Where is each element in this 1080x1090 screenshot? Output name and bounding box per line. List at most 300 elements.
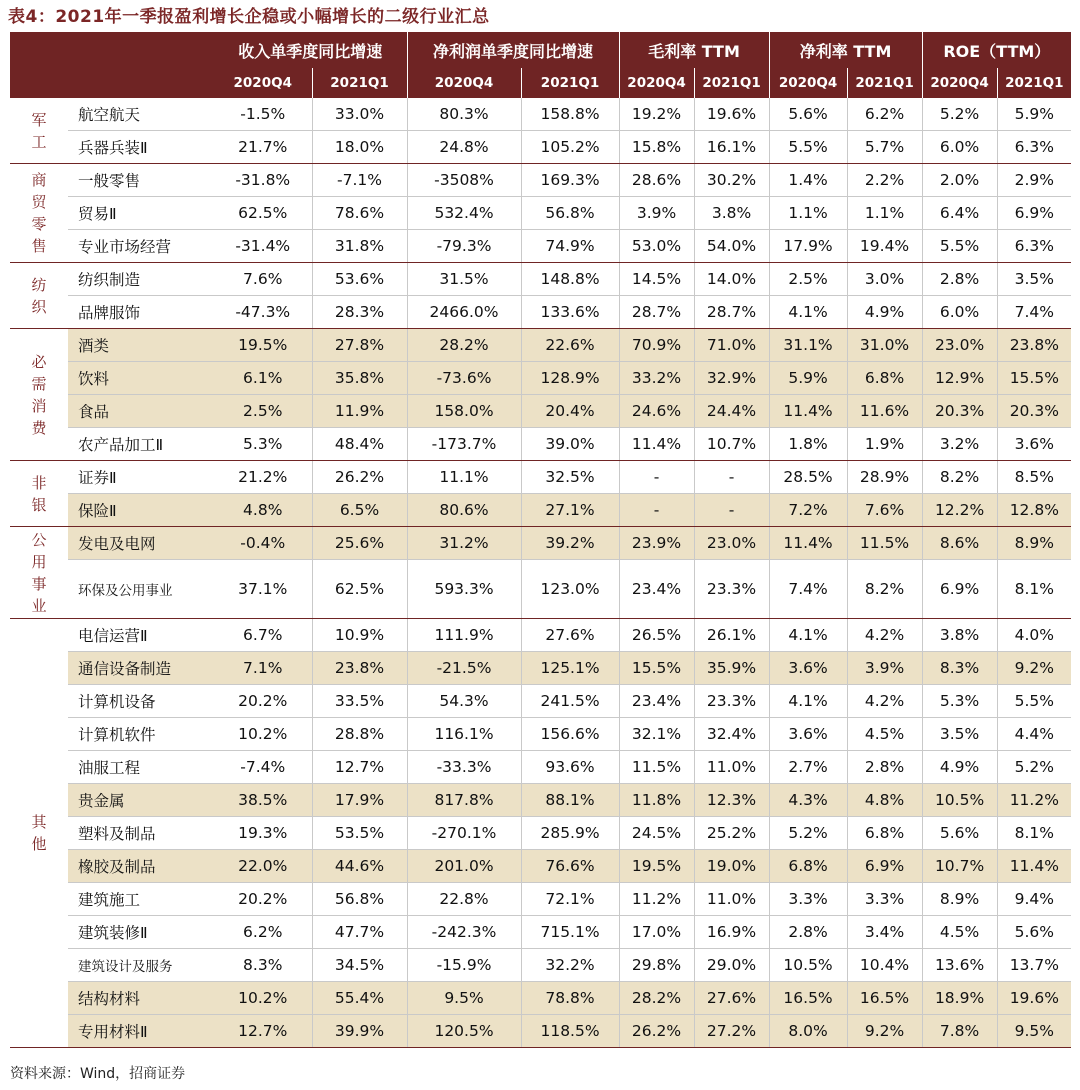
table-title: 表4：2021年一季报盈利增长企稳或小幅增长的二级行业汇总 (8, 7, 490, 27)
value-cell: 5.7% (847, 131, 922, 164)
value-cell: 39.9% (312, 1015, 407, 1048)
header-period: 2021Q1 (847, 68, 922, 98)
header-group: 收入单季度同比增速 (214, 32, 407, 68)
value-cell: 34.5% (312, 949, 407, 982)
industry-name: 通信设备制造 (68, 652, 214, 685)
value-cell: 2.0% (922, 164, 997, 197)
header-period: 2021Q1 (521, 68, 619, 98)
value-cell: 7.2% (769, 494, 847, 527)
table-row (10, 883, 1071, 916)
value-cell: 4.4% (997, 718, 1071, 751)
value-cell: - (694, 461, 769, 494)
value-cell: 11.4% (769, 527, 847, 560)
value-cell: 5.6% (769, 98, 847, 131)
value-cell: 4.0% (997, 619, 1071, 652)
table-row (10, 619, 1071, 652)
table-row (10, 949, 1071, 982)
value-cell: 19.6% (694, 98, 769, 131)
industry-name: 食品 (68, 395, 214, 428)
table-row (10, 494, 1071, 527)
value-cell: 6.2% (214, 916, 312, 949)
value-cell: 2466.0% (407, 296, 521, 329)
value-cell: 201.0% (407, 850, 521, 883)
value-cell: 5.5% (922, 230, 997, 263)
value-cell: 285.9% (521, 817, 619, 850)
value-cell: 11.4% (619, 428, 694, 461)
value-cell: 35.9% (694, 652, 769, 685)
value-cell: 11.1% (407, 461, 521, 494)
value-cell: -73.6% (407, 362, 521, 395)
value-cell: 3.8% (694, 197, 769, 230)
value-cell: 23.8% (312, 652, 407, 685)
value-cell: 56.8% (521, 197, 619, 230)
value-cell: 2.5% (769, 263, 847, 296)
value-cell: 5.9% (997, 98, 1071, 131)
industry-name: 塑料及制品 (68, 817, 214, 850)
value-cell: 31.2% (407, 527, 521, 560)
value-cell: 31.0% (847, 329, 922, 362)
table-row (10, 916, 1071, 949)
value-cell: 4.8% (847, 784, 922, 817)
value-cell: 6.8% (847, 817, 922, 850)
industry-name: 航空航天 (68, 98, 214, 131)
value-cell: 3.4% (847, 916, 922, 949)
value-cell: 18.0% (312, 131, 407, 164)
header-period: 2021Q1 (694, 68, 769, 98)
value-cell: 3.6% (769, 718, 847, 751)
value-cell: 37.1% (214, 560, 312, 619)
value-cell: 4.1% (769, 619, 847, 652)
value-cell: 6.8% (769, 850, 847, 883)
value-cell: 21.2% (214, 461, 312, 494)
industry-name: 电信运营Ⅱ (68, 619, 214, 652)
value-cell: 105.2% (521, 131, 619, 164)
value-cell: 27.8% (312, 329, 407, 362)
value-cell: 10.7% (694, 428, 769, 461)
industry-name: 一般零售 (68, 164, 214, 197)
value-cell: 28.6% (619, 164, 694, 197)
header-industry (68, 68, 214, 98)
value-cell: 53.5% (312, 817, 407, 850)
value-cell: 5.2% (997, 751, 1071, 784)
value-cell: 26.2% (619, 1015, 694, 1048)
value-cell: 19.0% (694, 850, 769, 883)
value-cell: 158.0% (407, 395, 521, 428)
value-cell: 47.7% (312, 916, 407, 949)
value-cell: 39.2% (521, 527, 619, 560)
value-cell: 28.2% (407, 329, 521, 362)
industry-name: 建筑设计及服务 (68, 949, 214, 982)
value-cell: 28.9% (847, 461, 922, 494)
category-text: 公用事业 (31, 530, 47, 615)
table-row (10, 527, 1071, 560)
value-cell: 62.5% (214, 197, 312, 230)
category-text: 商贸零售 (31, 171, 47, 255)
value-cell: 4.1% (769, 685, 847, 718)
value-cell: 7.4% (997, 296, 1071, 329)
value-cell: 532.4% (407, 197, 521, 230)
value-cell: -173.7% (407, 428, 521, 461)
value-cell: 6.0% (922, 131, 997, 164)
value-cell: 8.0% (769, 1015, 847, 1048)
value-cell: 23.3% (694, 685, 769, 718)
value-cell: 8.6% (922, 527, 997, 560)
industry-name: 专用材料Ⅱ (68, 1015, 214, 1048)
value-cell: 11.8% (619, 784, 694, 817)
value-cell: 118.5% (521, 1015, 619, 1048)
industry-name: 证券Ⅱ (68, 461, 214, 494)
value-cell: 23.3% (694, 560, 769, 619)
value-cell: 3.3% (847, 883, 922, 916)
value-cell: 53.0% (619, 230, 694, 263)
value-cell: 20.3% (997, 395, 1071, 428)
industry-name: 环保及公用事业 (68, 560, 214, 619)
industry-name: 保险Ⅱ (68, 494, 214, 527)
value-cell: 24.8% (407, 131, 521, 164)
value-cell: 93.6% (521, 751, 619, 784)
value-cell: 17.9% (769, 230, 847, 263)
value-cell: 31.5% (407, 263, 521, 296)
value-cell: 23.8% (997, 329, 1071, 362)
value-cell: 39.0% (521, 428, 619, 461)
table-row (10, 98, 1071, 131)
industry-name: 纺织制造 (68, 263, 214, 296)
value-cell: 11.0% (694, 751, 769, 784)
value-cell: 12.9% (922, 362, 997, 395)
value-cell: 48.4% (312, 428, 407, 461)
value-cell: 22.0% (214, 850, 312, 883)
value-cell: 28.2% (619, 982, 694, 1015)
value-cell: 128.9% (521, 362, 619, 395)
value-cell: 56.8% (312, 883, 407, 916)
value-cell: 71.0% (694, 329, 769, 362)
value-cell: 123.0% (521, 560, 619, 619)
value-cell: 10.5% (769, 949, 847, 982)
value-cell: 3.5% (997, 263, 1071, 296)
header-period: 2020Q4 (619, 68, 694, 98)
value-cell: 1.8% (769, 428, 847, 461)
value-cell: 19.2% (619, 98, 694, 131)
category-label (10, 98, 68, 164)
value-cell: 6.4% (922, 197, 997, 230)
value-cell: 593.3% (407, 560, 521, 619)
header-industry (68, 32, 214, 68)
value-cell: - (619, 461, 694, 494)
value-cell: 20.4% (521, 395, 619, 428)
value-cell: 28.8% (312, 718, 407, 751)
value-cell: 72.1% (521, 883, 619, 916)
value-cell: 2.8% (922, 263, 997, 296)
category-label (10, 527, 68, 619)
value-cell: 19.5% (214, 329, 312, 362)
value-cell: - (619, 494, 694, 527)
value-cell: 55.4% (312, 982, 407, 1015)
value-cell: 7.8% (922, 1015, 997, 1048)
table-header (10, 32, 1071, 98)
value-cell: 10.4% (847, 949, 922, 982)
industry-name: 计算机软件 (68, 718, 214, 751)
table-row (10, 395, 1071, 428)
value-cell: 116.1% (407, 718, 521, 751)
industry-name: 酒类 (68, 329, 214, 362)
value-cell: 11.9% (312, 395, 407, 428)
value-cell: 20.3% (922, 395, 997, 428)
value-cell: 70.9% (619, 329, 694, 362)
value-cell: 10.2% (214, 982, 312, 1015)
table-body (10, 98, 1071, 1048)
value-cell: 13.6% (922, 949, 997, 982)
value-cell: 4.3% (769, 784, 847, 817)
industry-name: 贸易Ⅱ (68, 197, 214, 230)
category-label (10, 263, 68, 329)
value-cell: 4.9% (847, 296, 922, 329)
value-cell: 32.2% (521, 949, 619, 982)
value-cell: 25.2% (694, 817, 769, 850)
value-cell: -3508% (407, 164, 521, 197)
value-cell: 4.5% (847, 718, 922, 751)
industry-name: 建筑施工 (68, 883, 214, 916)
value-cell: 241.5% (521, 685, 619, 718)
table-row (10, 560, 1071, 619)
category-label (10, 164, 68, 263)
industry-name: 贵金属 (68, 784, 214, 817)
value-cell: 11.0% (694, 883, 769, 916)
value-cell: 12.3% (694, 784, 769, 817)
table-row (10, 197, 1071, 230)
industry-name: 发电及电网 (68, 527, 214, 560)
value-cell: 156.6% (521, 718, 619, 751)
value-cell: 19.6% (997, 982, 1071, 1015)
value-cell: 120.5% (407, 1015, 521, 1048)
value-cell: 27.1% (521, 494, 619, 527)
table-row (10, 1015, 1071, 1048)
category-label (10, 329, 68, 461)
table-row (10, 230, 1071, 263)
category-label (10, 619, 68, 1048)
header-group: ROE（TTM） (922, 32, 1071, 68)
value-cell: 30.2% (694, 164, 769, 197)
value-cell: -31.8% (214, 164, 312, 197)
value-cell: 6.9% (922, 560, 997, 619)
value-cell: 12.2% (922, 494, 997, 527)
value-cell: 26.1% (694, 619, 769, 652)
industry-name: 农产品加工Ⅱ (68, 428, 214, 461)
source-note: 资料来源：Wind，招商证券 (10, 1066, 186, 1082)
value-cell: 5.6% (922, 817, 997, 850)
value-cell: 111.9% (407, 619, 521, 652)
value-cell: 17.0% (619, 916, 694, 949)
header-period: 2021Q1 (312, 68, 407, 98)
value-cell: 11.6% (847, 395, 922, 428)
value-cell: 28.3% (312, 296, 407, 329)
value-cell: 6.0% (922, 296, 997, 329)
value-cell: -47.3% (214, 296, 312, 329)
value-cell: 16.1% (694, 131, 769, 164)
value-cell: 8.2% (922, 461, 997, 494)
table-row (10, 850, 1071, 883)
industry-name: 品牌服饰 (68, 296, 214, 329)
value-cell: 14.0% (694, 263, 769, 296)
value-cell: 22.8% (407, 883, 521, 916)
value-cell: 7.1% (214, 652, 312, 685)
table-row (10, 164, 1071, 197)
value-cell: 14.5% (619, 263, 694, 296)
value-cell: 80.3% (407, 98, 521, 131)
value-cell: 20.2% (214, 883, 312, 916)
value-cell: - (694, 494, 769, 527)
value-cell: -21.5% (407, 652, 521, 685)
value-cell: 8.9% (997, 527, 1071, 560)
value-cell: 7.6% (214, 263, 312, 296)
value-cell: 20.2% (214, 685, 312, 718)
table-row (10, 131, 1071, 164)
industry-name: 兵器兵装Ⅱ (68, 131, 214, 164)
value-cell: -242.3% (407, 916, 521, 949)
value-cell: 3.9% (847, 652, 922, 685)
value-cell: 23.9% (619, 527, 694, 560)
value-cell: 27.6% (694, 982, 769, 1015)
value-cell: 74.9% (521, 230, 619, 263)
category-text: 其他 (31, 813, 47, 853)
value-cell: 6.9% (847, 850, 922, 883)
value-cell: 7.4% (769, 560, 847, 619)
value-cell: 19.5% (619, 850, 694, 883)
value-cell: -1.5% (214, 98, 312, 131)
value-cell: 4.2% (847, 685, 922, 718)
value-cell: 53.6% (312, 263, 407, 296)
table-row (10, 718, 1071, 751)
value-cell: 4.5% (922, 916, 997, 949)
value-cell: 7.6% (847, 494, 922, 527)
value-cell: 28.5% (769, 461, 847, 494)
table-row (10, 751, 1071, 784)
value-cell: 3.3% (769, 883, 847, 916)
value-cell: 4.9% (922, 751, 997, 784)
value-cell: 3.9% (619, 197, 694, 230)
value-cell: 3.8% (922, 619, 997, 652)
value-cell: 44.6% (312, 850, 407, 883)
value-cell: 38.5% (214, 784, 312, 817)
value-cell: 11.5% (847, 527, 922, 560)
value-cell: -33.3% (407, 751, 521, 784)
value-cell: 11.2% (997, 784, 1071, 817)
table-row (10, 362, 1071, 395)
value-cell: 2.8% (769, 916, 847, 949)
value-cell: 24.6% (619, 395, 694, 428)
value-cell: 4.1% (769, 296, 847, 329)
value-cell: 6.7% (214, 619, 312, 652)
value-cell: 4.2% (847, 619, 922, 652)
value-cell: 9.5% (407, 982, 521, 1015)
value-cell: -79.3% (407, 230, 521, 263)
value-cell: 21.7% (214, 131, 312, 164)
value-cell: 32.1% (619, 718, 694, 751)
industry-name: 专业市场经营 (68, 230, 214, 263)
value-cell: 3.0% (847, 263, 922, 296)
value-cell: 78.6% (312, 197, 407, 230)
value-cell: -31.4% (214, 230, 312, 263)
value-cell: 76.6% (521, 850, 619, 883)
table-row (10, 652, 1071, 685)
header-corner (10, 68, 68, 98)
header-period: 2020Q4 (769, 68, 847, 98)
value-cell: 5.5% (769, 131, 847, 164)
table-row (10, 982, 1071, 1015)
value-cell: 9.2% (997, 652, 1071, 685)
table-row (10, 428, 1071, 461)
value-cell: 26.5% (619, 619, 694, 652)
value-cell: -270.1% (407, 817, 521, 850)
value-cell: 10.5% (922, 784, 997, 817)
value-cell: 28.7% (619, 296, 694, 329)
value-cell: 1.9% (847, 428, 922, 461)
value-cell: 88.1% (521, 784, 619, 817)
value-cell: 12.8% (997, 494, 1071, 527)
value-cell: 1.1% (847, 197, 922, 230)
value-cell: 31.8% (312, 230, 407, 263)
value-cell: 1.1% (769, 197, 847, 230)
table-row (10, 263, 1071, 296)
value-cell: 3.6% (769, 652, 847, 685)
value-cell: 13.7% (997, 949, 1071, 982)
value-cell: 24.5% (619, 817, 694, 850)
value-cell: 15.5% (619, 652, 694, 685)
value-cell: 11.5% (619, 751, 694, 784)
value-cell: 32.5% (521, 461, 619, 494)
value-cell: 22.6% (521, 329, 619, 362)
industry-name: 计算机设备 (68, 685, 214, 718)
value-cell: 17.9% (312, 784, 407, 817)
value-cell: 8.2% (847, 560, 922, 619)
value-cell: 35.8% (312, 362, 407, 395)
value-cell: 2.5% (214, 395, 312, 428)
value-cell: 715.1% (521, 916, 619, 949)
value-cell: 6.8% (847, 362, 922, 395)
value-cell: 11.2% (619, 883, 694, 916)
industry-summary-table (10, 32, 1071, 1048)
table-row (10, 784, 1071, 817)
value-cell: 2.7% (769, 751, 847, 784)
industry-name: 建筑装修Ⅱ (68, 916, 214, 949)
value-cell: 3.2% (922, 428, 997, 461)
header-group: 毛利率 TTM (619, 32, 769, 68)
value-cell: 5.3% (214, 428, 312, 461)
value-cell: 10.9% (312, 619, 407, 652)
value-cell: 15.8% (619, 131, 694, 164)
value-cell: 125.1% (521, 652, 619, 685)
value-cell: 28.7% (694, 296, 769, 329)
value-cell: 817.8% (407, 784, 521, 817)
table-row (10, 329, 1071, 362)
category-text: 非银 (31, 473, 47, 514)
value-cell: 8.5% (997, 461, 1071, 494)
header-corner (10, 32, 68, 68)
value-cell: 24.4% (694, 395, 769, 428)
value-cell: 29.8% (619, 949, 694, 982)
category-text: 必需消费 (31, 352, 47, 437)
value-cell: 3.6% (997, 428, 1071, 461)
value-cell: 19.3% (214, 817, 312, 850)
value-cell: 9.4% (997, 883, 1071, 916)
value-cell: 6.3% (997, 131, 1071, 164)
category-text: 军工 (31, 110, 47, 151)
value-cell: 148.8% (521, 263, 619, 296)
value-cell: 5.2% (922, 98, 997, 131)
value-cell: 11.4% (997, 850, 1071, 883)
value-cell: 33.5% (312, 685, 407, 718)
value-cell: 8.3% (214, 949, 312, 982)
value-cell: 10.2% (214, 718, 312, 751)
